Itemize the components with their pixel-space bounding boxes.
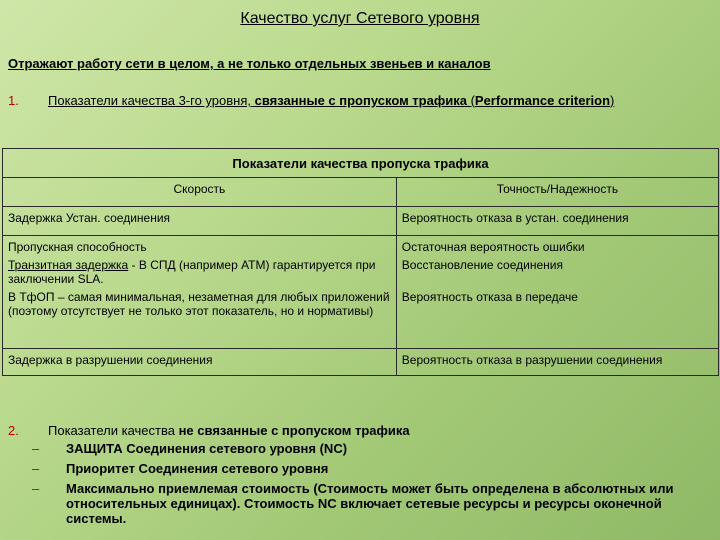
dash-bullet: – [32, 481, 40, 496]
table-cell: Задержка в разрушении соединения [3, 349, 397, 376]
table-header: Показатели качества пропуска трафика [3, 149, 719, 178]
dash-bullet: – [32, 441, 40, 456]
cell-paragraph [8, 258, 391, 286]
list-item-1-paren-open: ( [466, 93, 475, 108]
table-cell [3, 236, 397, 349]
list-item-1-paren-close: ) [610, 93, 615, 108]
cell-paragraph: В ТфОП – самая минимальная, незаметная для любых приложений (поэтому отсутствует не только этот показатель, но и нормативы) [8, 290, 390, 318]
transit-delay-text: - В СПД (например АТМ) гарантируется при заключении SLA. [8, 258, 376, 286]
quality-metrics-table [2, 148, 719, 376]
table-row [3, 207, 719, 236]
list-item-2-plain: Показатели качества [48, 423, 179, 438]
table-cell: Вероятность отказа в разрушении соединения [396, 349, 718, 376]
column-header-reliability: Точность/Надежность [396, 178, 718, 207]
cell-paragraph: Восстановление соединения [401, 258, 563, 272]
table-header-row [3, 149, 719, 178]
sub-list-item [32, 441, 692, 456]
table-row [3, 236, 719, 349]
subtitle: Отражают работу сети в целом, а не только отдельных звеньев и каналов [8, 56, 491, 71]
list-number-2: 2. [8, 423, 19, 438]
list-item-1 [8, 93, 614, 108]
page-title: Качество услуг Сетевого уровня [240, 10, 480, 27]
list-item-1-text [48, 93, 614, 108]
table-row [3, 178, 719, 207]
list-number-1: 1. [8, 93, 19, 108]
cell-paragraph: Пропускная способность [8, 240, 147, 254]
sub-list-item [32, 461, 692, 476]
transit-delay-label: Транзитная задержка [8, 258, 129, 272]
sub-list-item [32, 481, 692, 526]
table-cell: Задержка Устан. соединения [3, 207, 397, 236]
dash-bullet: – [32, 461, 40, 476]
cell-paragraph: Вероятность отказа в передаче [401, 290, 578, 304]
table-row [3, 349, 719, 376]
list-item-2 [8, 423, 410, 438]
column-header-speed: Скорость [3, 178, 397, 207]
cell-paragraph: Остаточная вероятность ошибки [401, 240, 585, 254]
sub-item-text: ЗАЩИТА Соединения сетевого уровня (NC) [66, 441, 348, 456]
sub-list [32, 441, 692, 531]
list-item-1-bold-2: Performance criterion [474, 93, 611, 108]
sub-item-text: Максимально приемлемая стоимость (Стоимость может быть определена в абсолютных или относительных единицах). Стоимость NC включает сетевые ресурсы и ресурсы оконечной системы. [66, 481, 674, 526]
sub-item-text: Приоритет Соединения сетевого уровня [66, 461, 329, 476]
list-item-1-bold: связанные с пропуском трафика [254, 93, 467, 108]
table-cell [396, 236, 718, 349]
list-item-1-plain: Показатели качества 3-го уровня, [48, 93, 255, 108]
table-cell: Вероятность отказа в устан. соединения [396, 207, 718, 236]
list-item-2-bold: не связанные с пропуском трафика [178, 423, 410, 438]
